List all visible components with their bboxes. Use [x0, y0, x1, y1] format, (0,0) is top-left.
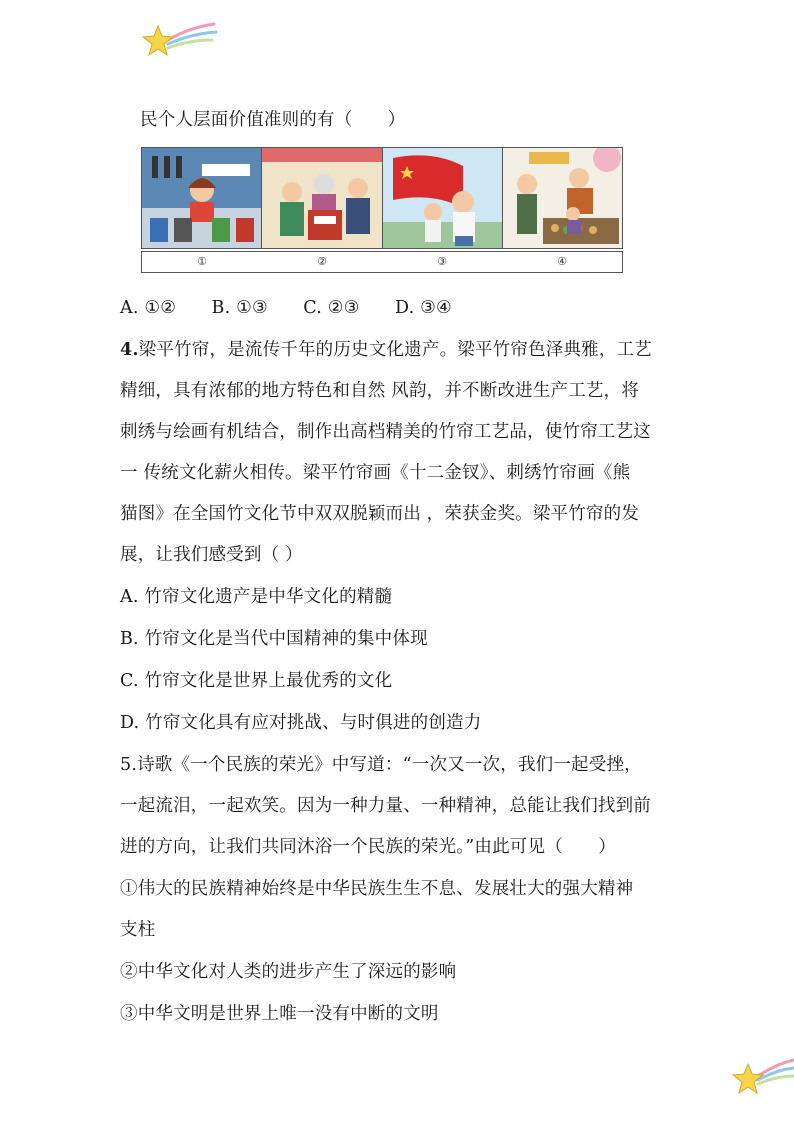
question-4-stem-line-2: 精细，具有浓郁的地方特色和自然 风韵，并不断改进生产工艺，将	[120, 381, 640, 401]
question-4-stem-line-6: 展，让我们感受到（ ）	[120, 545, 303, 565]
question-4-stem-line-3: 刺绣与绘画有机结合，制作出高档精美的竹帘工艺品，使竹帘工艺这	[120, 422, 651, 442]
question-5-stem-line-2: 一起流泪，一起欢笑。因为一种力量、一种精神，总能让我们找到前	[120, 796, 651, 816]
shooting-star-icon	[138, 18, 218, 62]
question-5-item-3: ③中华文明是世界上唯一没有中断的文明	[120, 1004, 439, 1024]
question-4-stem-line-1: 4.梁平竹帘，是流传千年的历史文化遗产。梁平竹帘色泽典雅，工艺	[120, 340, 652, 360]
question-5-stem-line-1: 5.诗歌《一个民族的荣光》中写道：“一次又一次，我们一起受挫，	[120, 755, 642, 775]
panel-1-label: ①	[197, 255, 207, 268]
panel-4-label: ④	[557, 255, 567, 268]
panel-3-flag-salute-image	[383, 148, 503, 248]
question-4-stem-line-5: 猫图》在全国竹文化节中双双脱颖而出 ，荣获金奖。梁平竹帘的发	[120, 504, 640, 524]
question-5-item-2: ②中华文化对人类的进步产生了深远的影响	[120, 962, 457, 982]
panel-1-garbage-sorting-image	[142, 148, 262, 248]
question-3-tail: 民个人层面价值准则的有（ ）	[140, 110, 406, 130]
question-5-stem-line-3: 进的方向，让我们共同沐浴一个民族的荣光。”由此可见（ ）	[120, 837, 616, 857]
question-5-item-1: ①伟大的民族精神始终是中华民族生生不息、发展壮大的强大精神	[120, 879, 634, 899]
shooting-star-icon	[732, 1054, 794, 1098]
question-3-options: A. ①② B. ①③ C. ②③ D. ③④	[120, 298, 452, 318]
panel-4-market-image	[503, 148, 622, 248]
question-4-number: 4.	[120, 340, 139, 360]
question-4-option-d: D. 竹帘文化具有应对挑战、与时俱进的创造力	[120, 713, 482, 733]
question-4-option-b: B. 竹帘文化是当代中国精神的集中体现	[120, 629, 428, 649]
question-3-figure	[141, 147, 623, 274]
panel-3-label: ③	[437, 255, 447, 268]
panel-2-label: ②	[317, 255, 327, 268]
question-5-item-1-cont: 支柱	[120, 920, 156, 940]
question-4-option-c: C. 竹帘文化是世界上最优秀的文化	[120, 671, 393, 691]
panel-2-ballot-image	[262, 148, 382, 248]
question-4-stem-line-4: 一 传统文化薪火相传。梁平竹帘画《十二金钗》、刺绣竹帘画《熊	[120, 463, 631, 483]
question-4-option-a: A. 竹帘文化遗产是中华文化的精髓	[120, 587, 393, 607]
